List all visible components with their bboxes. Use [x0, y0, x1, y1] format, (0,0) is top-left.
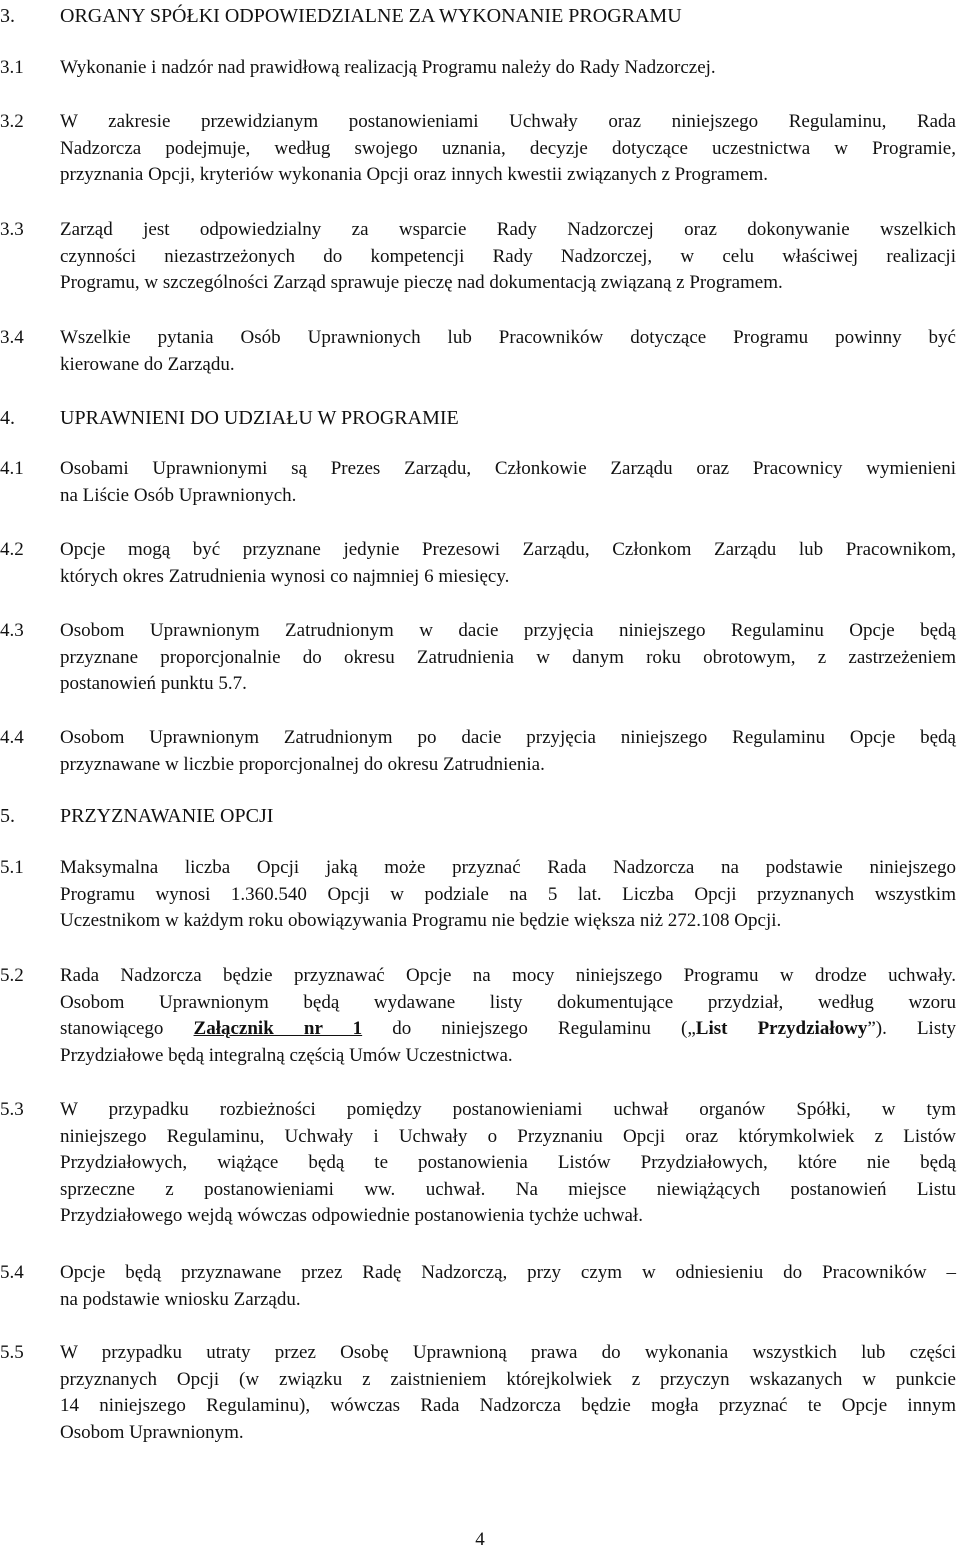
- text-line: sprzeczne z postanowieniami ww. uchwał. Na miejsce niewiążących postanowień Listu: [60, 1178, 956, 1200]
- paragraph-text: [60, 855, 956, 935]
- text-line: Osobami Uprawnionymi są Prezes Zarządu, Członkowie Zarządu oraz Pracownicy wymienieni: [60, 458, 956, 479]
- section-heading-4: [0, 408, 459, 428]
- paragraph-text: [60, 1340, 956, 1446]
- text-line: na Liście Osób Uprawnionych.: [60, 484, 297, 506]
- text-line: postanowień punktu 5.7.: [60, 673, 247, 694]
- paragraph-text: [60, 963, 956, 1069]
- section-title: UPRAWNIENI DO UDZIAŁU W PROGRAMIE: [60, 407, 459, 429]
- paragraph-3-2: [0, 109, 956, 189]
- section-title: ORGANY SPÓŁKI ODPOWIEDZIALNE ZA WYKONANIE PROGRAMU: [60, 5, 682, 27]
- text-line: przyznane proporcjonalnie do okresu Zatrudnienia w danym roku obrotowym, z zastrzeżeniem: [60, 646, 956, 668]
- text-line: czynności niezastrzeżonych do kompetencji Rady Nadzorczej, w celu właściwej realizacji: [60, 245, 956, 267]
- text-line: Opcje będą przyznawane przez Radę Nadzorczą, przy czym w odniesieniu do Pracowników –: [60, 1262, 956, 1283]
- paragraph-number: 3.1: [0, 57, 24, 78]
- text-line: niniejszego Regulaminu, Uchwały i Uchwały o Przyznaniu Opcji oraz którymkolwiek z Listów: [60, 1125, 956, 1147]
- text-line: Wykonanie i nadzór nad prawidłową realizacją Programu należy do Rady Nadzorczej.: [60, 57, 716, 78]
- paragraph-text: [60, 725, 956, 778]
- text-fragment: ”). Listy: [867, 1018, 957, 1039]
- attachment-reference: Załącznik nr 1: [193, 1018, 363, 1039]
- paragraph-3-1: [0, 55, 956, 82]
- paragraph-text: [60, 55, 956, 82]
- text-fragment: stanowiącego: [60, 1018, 194, 1039]
- paragraph-number: 5.3: [0, 1099, 24, 1120]
- text-line: Maksymalna liczba Opcji jaką może przyznać Rada Nadzorcza na podstawie niniejszego: [60, 857, 956, 878]
- text-line: Osobom Uprawnionym Zatrudnionym w dacie przyjęcia niniejszego Regulaminu Opcje będą: [60, 620, 956, 641]
- paragraph-text: [60, 325, 956, 378]
- text-line: Przydziałowych, wiążące będą te postanowienia Listów Przydziałowych, które nie będą: [60, 1152, 956, 1173]
- paragraph-number: 5.5: [0, 1342, 24, 1363]
- paragraph-number: 4.1: [0, 458, 24, 479]
- text-line: przyznawane w liczbie proporcjonalnej do okresu Zatrudnienia.: [60, 753, 545, 775]
- paragraph-number: 5.4: [0, 1262, 24, 1283]
- text-line: Opcje mogą być przyznane jedynie Prezesowi Zarządu, Członkom Zarządu lub Pracownikom,: [60, 539, 956, 560]
- text-line: Programu, w szczególności Zarząd sprawuje pieczę nad dokumentacją związaną z Programem.: [60, 272, 783, 293]
- paragraph-text: [60, 1260, 956, 1313]
- paragraph-number: 5.1: [0, 857, 24, 878]
- text-line: Zarząd jest odpowiedzialny za wsparcie Rady Nadzorczej oraz dokonywanie wszelkich: [60, 219, 956, 240]
- text-line: Przydziałowego wejdą wówczas odpowiednie postanowienia tychże uchwał.: [60, 1205, 643, 1226]
- paragraph-4-1: [0, 456, 956, 509]
- text-line: W zakresie przewidzianym postanowieniami Uchwały oraz niniejszego Regulaminu, Rada: [60, 111, 956, 132]
- paragraph-3-4: [0, 325, 956, 378]
- text-line: Uczestnikom w każdym roku obowiązywania Programu nie będzie większa niż 272.108 Opcji.: [60, 910, 782, 931]
- text-line: na podstawie wniosku Zarządu.: [60, 1288, 301, 1310]
- paragraph-5-5: [0, 1340, 956, 1446]
- section-heading-5: [0, 806, 273, 826]
- section-number: 5.: [0, 805, 15, 827]
- paragraph-3-3: [0, 217, 956, 297]
- page-number: 4: [475, 1529, 485, 1550]
- text-line: przyznania Opcji, kryteriów wykonania Opcji oraz innych kwestii związanych z Programem.: [60, 164, 769, 185]
- paragraph-4-2: [0, 537, 956, 590]
- section-number: 3.: [0, 5, 15, 27]
- paragraph-text: [60, 217, 956, 297]
- section-number: 4.: [0, 407, 15, 429]
- text-line: Programu wynosi 1.360.540 Opcji w podziale na 5 lat. Liczba Opcji przyznanych wszystkim: [60, 883, 956, 905]
- text-line: 14 niniejszego Regulaminu), wówczas Rada Nadzorcza będzie mogła przyznać te Opcje innym: [60, 1395, 956, 1416]
- text-line: Przydziałowe będą integralną częścią Umów Uczestnictwa.: [60, 1044, 513, 1066]
- defined-term: List Przydziałowy: [695, 1018, 868, 1039]
- paragraph-number: 4.3: [0, 620, 24, 641]
- section-heading-3: [0, 6, 682, 26]
- text-line: Nadzorcza podejmuje, według swojego uznania, decyzje dotyczące uczestnictwa w Programie,: [60, 137, 956, 159]
- paragraph-text: [60, 618, 956, 698]
- text-line: Rada Nadzorcza będzie przyznawać Opcje na mocy niniejszego Programu w drodze uchwały.: [60, 965, 956, 986]
- paragraph-5-3: [0, 1097, 956, 1230]
- text-line: Osobom Uprawnionym będą wydawane listy dokumentujące przydział, według wzoru: [60, 991, 956, 1013]
- paragraph-number: 4.4: [0, 727, 24, 748]
- paragraph-text: [60, 1097, 956, 1230]
- text-line: kierowane do Zarządu.: [60, 353, 235, 375]
- paragraph-number: 3.2: [0, 111, 24, 132]
- text-line: [60, 1016, 956, 1043]
- paragraph-5-2: [0, 963, 956, 1069]
- text-line: W przypadku rozbieżności pomiędzy postanowieniami uchwał organów Spółki, w tym: [60, 1099, 956, 1120]
- text-line: Osobom Uprawnionym.: [60, 1421, 244, 1443]
- paragraph-4-3: [0, 618, 956, 698]
- section-title: PRZYZNAWANIE OPCJI: [60, 805, 274, 827]
- paragraph-text: [60, 537, 956, 590]
- paragraph-number: 3.3: [0, 219, 24, 240]
- paragraph-number: 3.4: [0, 327, 24, 348]
- text-line: Osobom Uprawnionym Zatrudnionym po dacie przyjęcia niniejszego Regulaminu Opcje będą: [60, 727, 956, 748]
- paragraph-5-4: [0, 1260, 956, 1313]
- text-line: których okres Zatrudnienia wynosi co najmniej 6 miesięcy.: [60, 565, 510, 587]
- paragraph-5-1: [0, 855, 956, 935]
- text-fragment: do niniejszego Regulaminu („: [362, 1018, 696, 1039]
- paragraph-number: 4.2: [0, 539, 24, 560]
- paragraph-text: [60, 456, 956, 509]
- text-line: Wszelkie pytania Osób Uprawnionych lub Pracowników dotyczące Programu powinny być: [60, 327, 956, 348]
- text-line: W przypadku utraty przez Osobę Uprawnioną prawa do wykonania wszystkich lub części: [60, 1342, 956, 1363]
- text-line: przyznanych Opcji (w związku z zaistnieniem którejkolwiek z przyczyn wskazanych w punkcie: [60, 1368, 956, 1390]
- paragraph-4-4: [0, 725, 956, 778]
- paragraph-text: [60, 109, 956, 189]
- paragraph-number: 5.2: [0, 965, 24, 986]
